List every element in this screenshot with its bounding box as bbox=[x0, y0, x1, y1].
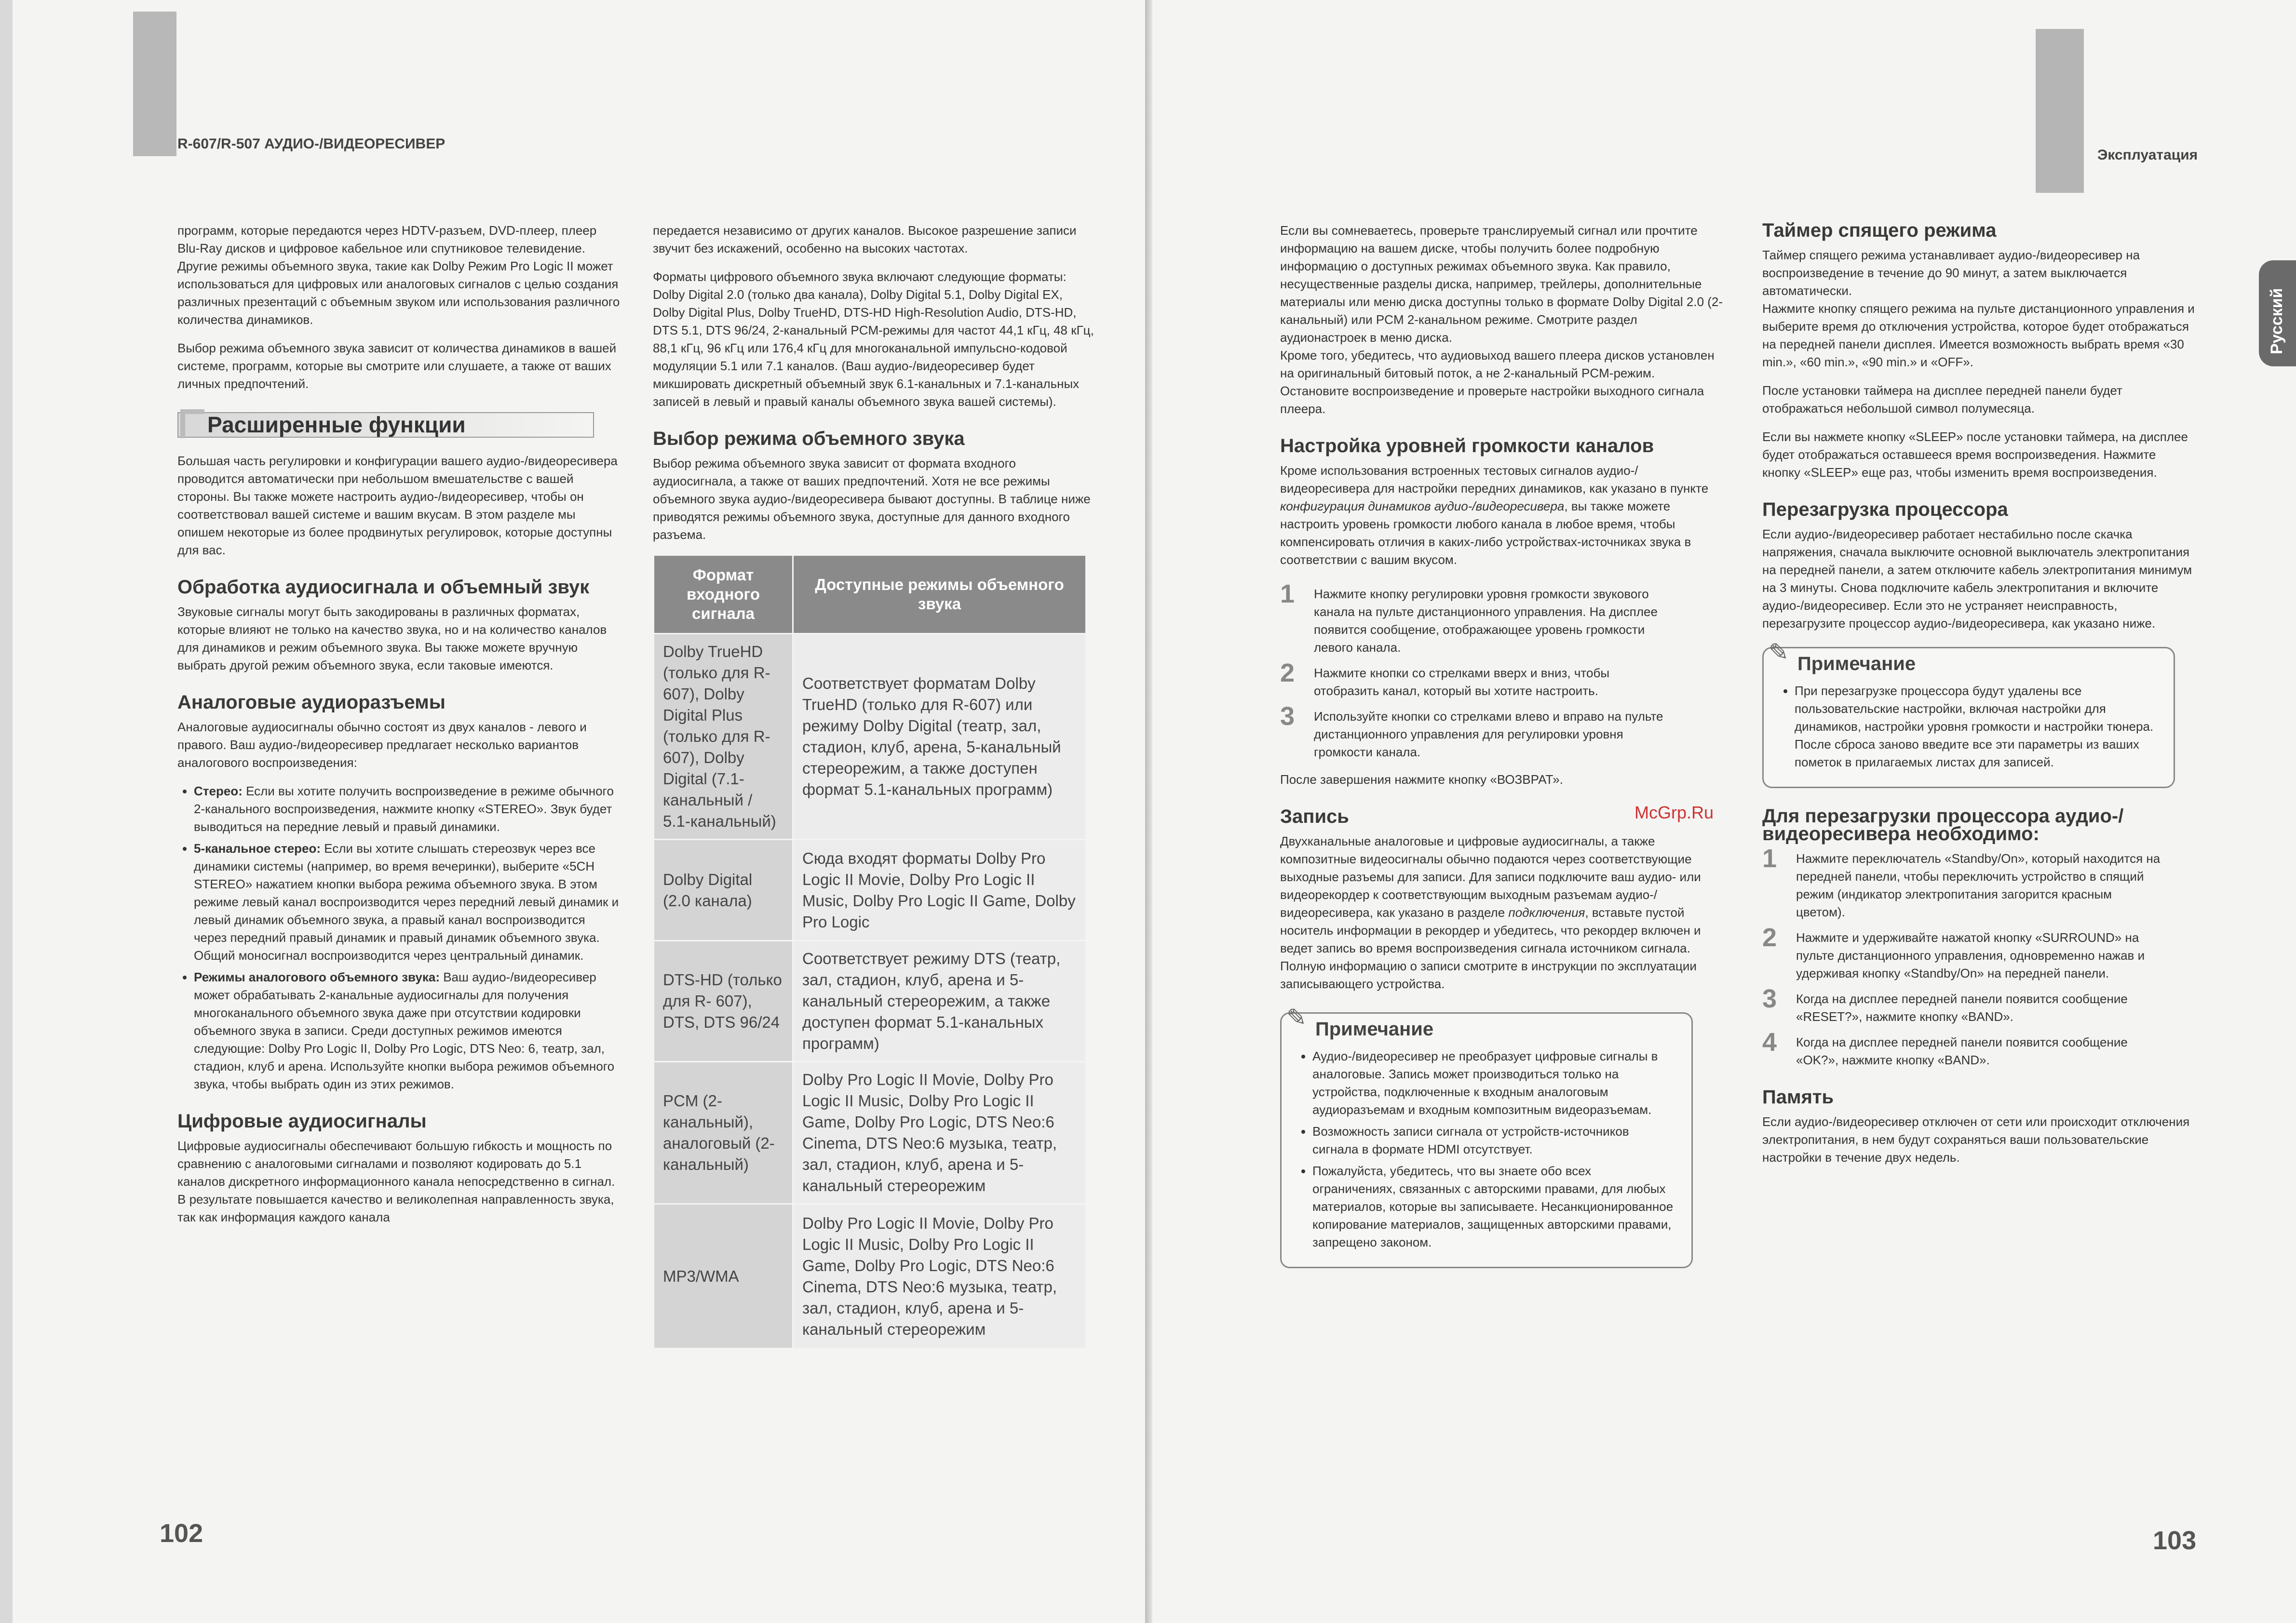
left-page bbox=[13, 0, 1145, 1623]
list-item bbox=[194, 840, 621, 965]
step-number: 3 bbox=[1762, 984, 1777, 1013]
step-text: Нажмите кнопку регулировки уровня громкости звукового канала на пульте дистанционного управления. На дисплее появится сообщение, отображающее уровень громкости левого канала. bbox=[1314, 587, 1658, 655]
recording-note-box bbox=[1280, 1004, 1693, 1268]
list-item bbox=[194, 968, 621, 1093]
step-text: Когда на дисплее передней панели появится сообщение «OK?», нажмите кнопку «BAND». bbox=[1796, 1035, 2128, 1067]
section-heading: Выбор режима объемного звука bbox=[653, 428, 965, 449]
table-cell-modes: Соответствует режиму DTS (театр, зал, стадион, клуб, арена и 5-канальный стереорежим, а также доступен формат 5.1-канальных программ) bbox=[793, 941, 1086, 1062]
paragraph: Аналоговые аудиосигналы обычно состоят из двух каналов - левого и правого. Ваш аудио-/видеоресивер предлагает несколько вариантов аналогового воспроизведения: bbox=[177, 720, 587, 770]
left-column-2 bbox=[653, 222, 1096, 1349]
table-cell-format: Dolby TrueHD (только для R-607), Dolby Digital Plus (только для R-607), Dolby Digital (7.1-канальный / 5.1-канальный) bbox=[654, 634, 793, 840]
paragraph: Выбор режима объемного звука зависит от формата входного аудиосигнала, а также от ваших предпочтений. Хотя не все режимы объемного звука аудио-/видеоресивера бывают доступны. В таблице ниже приводятся режимы объемного звука, доступные для данного входного разъема. bbox=[653, 456, 1091, 542]
text-span: Двухканальные аналоговые и цифровые аудиосигналы, а также композитные видеосигналы обычно подаются через соответствующие выходные разъемы для записи. Для записи подключите ваш аудио- или видеорекордер к соответствующим выходным разъемам аудио-/видеоресивера, как указано в разделе bbox=[1280, 834, 1701, 920]
right-page bbox=[1152, 0, 2296, 1623]
watermark: McGrp.Ru bbox=[1634, 803, 1714, 822]
table-header-format: Формат входного сигнала bbox=[654, 555, 793, 634]
decorative-strip bbox=[2036, 29, 2084, 193]
paragraph: Если аудио-/видеоресивер работает нестабильно после скачка напряжения, сначала выключите основной выключатель электропитания на передней панели, а затем отключите кабель электропитания минимум на 3 минуты. Снова подключите кабель электропитания и включите аудио-/видеоресивер. Если это не устраняет неисправность, перезагрузите процессор аудио-/видеоресивера, как указано ниже. bbox=[1762, 527, 2192, 630]
section-heading: Таймер спящего режима bbox=[1762, 220, 1997, 241]
heading-corner-decoration bbox=[180, 409, 204, 438]
section-heading: Аналоговые аудиоразъемы bbox=[177, 692, 446, 713]
text-span: , вы также можете настроить уровень громкости любого канала в любое время, чтобы компенсировать отличия в каких-либо устройствах-источниках звука в соответствии с вашим вкусом. bbox=[1280, 499, 1691, 567]
paragraph: Цифровые аудиосигналы обеспечивают большую гибкость и мощность по сравнению с аналоговыми сигналами и позволяют кодировать до 5.1 каналов дискретного информационного канала непосредственно в сигнал. В результате повышается качество и великолепная направленность звука, так как информация каждого канала bbox=[177, 1139, 615, 1224]
paragraph bbox=[1280, 462, 1724, 569]
language-tab-label: Русский bbox=[2268, 288, 2286, 354]
step-number: 4 bbox=[1762, 1028, 1777, 1057]
step-item bbox=[1280, 702, 1724, 761]
note-list bbox=[1301, 1047, 1677, 1251]
table-header-row bbox=[654, 555, 1086, 634]
step-text: Нажмите и удерживайте нажатой кнопку «SURROUND» на пульте дистанционного управления, одновременно нажав и удерживая кнопку «Standby/On» на передней панели. bbox=[1796, 930, 2145, 980]
section-heading: Настройка уровней громкости каналов bbox=[1280, 435, 1654, 456]
right-column-1 bbox=[1280, 222, 1724, 1268]
step-number: 1 bbox=[1762, 844, 1777, 873]
bullet-text: Если вы хотите получить воспроизведение в режиме обычного 2-канального воспроизведения, нажмите кнопку «STEREO». Звук будет выводиться на передние левый и правый динамики. bbox=[194, 784, 614, 834]
step-text: Используйте кнопки со стрелками влево и вправо на пульте дистанционного управления для регулировки уровня громкости канала. bbox=[1314, 709, 1663, 759]
list-item: • Пожалуйста, убедитесь, что вы знаете обо всех ограничениях, связанных с авторскими правами, для любых материалов, которые вы записываете. Несанкционированное копирование материалов, защищенных авторскими правами, запрещено законом. bbox=[1312, 1162, 1677, 1251]
language-tab bbox=[2259, 260, 2296, 366]
bullet-label: Стерео: bbox=[194, 784, 243, 798]
list-item: • Возможность записи сигнала от устройств-источников сигнала в формате HDMI отсутствует. bbox=[1312, 1123, 1677, 1158]
section-heading: Для перезагрузки процессора аудио-/видеоресивера необходимо: bbox=[1762, 805, 2124, 845]
step-text: Нажмите кнопки со стрелками вверх и вниз, чтобы отобразить канал, который вы хотите настроить. bbox=[1314, 666, 1610, 698]
level-steps bbox=[1280, 579, 1724, 761]
paragraph: Если вы сомневаетесь, проверьте транслируемый сигнал или прочтите информацию на вашем диске, чтобы получить более подробную информацию о доступных режимах объемного звука. Как правило, несущественные разделы диска, например, трейлеры, дополнительные материалы или меню диска доступны только в формате Dolby Digital 2.0 (2-канальный) или PCM 2-канальном режиме. Смотрите раздел аудионастроек в меню диска. bbox=[1280, 223, 1723, 345]
italic-reference: конфигурация динамиков аудио-/видеоресивера bbox=[1280, 499, 1565, 513]
step-item bbox=[1762, 984, 2196, 1026]
paragraph: Выбор режима объемного звука зависит от количества динамиков в вашей системе, программ, которые вы смотрите или слушаете, а также от ваших личных предпочтений. bbox=[177, 341, 617, 391]
bullet-text: Если вы хотите слышать стереозвук через все динамики системы (например, во время вечеринки), выберите «5CH STEREO» нажатием кнопки выбора режима объемного звука. В этом режиме левый канал воспроизводится через передний левый динамик и левый динамик объемного звука, а правый канал воспроизводится через передний правый динамик и правый динамик объемного звука. Общий моносигнал воспроизводится через центральный динамик. bbox=[194, 841, 619, 963]
paragraph: программ, которые передаются через HDTV-разъем, DVD-плеер, плеер Blu-Ray дисков и цифровое кабельное или спутниковое телевидение. Другие режимы объемного звука, такие как Dolby Режим Pro Logic II может использоваться для цифровых или аналоговых сигналов с целью создания различных презентаций с объемным звуком или использования различного количества динамиков. bbox=[177, 223, 620, 327]
paragraph: Таймер спящего режима устанавливает аудио-/видеоресивер на воспроизведение в течение до 90 минут, а затем выключается автоматически. bbox=[1762, 248, 2140, 298]
decorative-strip bbox=[133, 12, 176, 156]
italic-reference: подключения bbox=[1508, 905, 1585, 920]
paragraph: Нажмите кнопку спящего режима на пульте дистанционного управления и выберите время до отключения устройства, которое будет отображаться на передней панели дисплея. Имеется возможность выбрать время «30 min.», «60 min.», «90 min.» и «OFF». bbox=[1762, 301, 2195, 369]
page-number-right: 103 bbox=[2153, 1526, 2197, 1555]
step-number: 3 bbox=[1280, 702, 1295, 731]
paragraph: Большая часть регулировки и конфигурации вашего аудио-/видеоресивера проводится автоматически при небольшом вмешательстве с вашей стороны. Вы также можете настроить аудио-/видеоресивер, чтобы он соответствовал вашей системе и вашим вкусам. В этом разделе мы опишем некоторые из более продвинутых регулировок, которые доступны для вас. bbox=[177, 454, 618, 557]
table-cell-format: Dolby Digital (2.0 канала) bbox=[654, 840, 793, 941]
note-title: Примечание bbox=[1797, 653, 1916, 674]
step-item bbox=[1762, 923, 2196, 982]
step-number: 2 bbox=[1762, 923, 1777, 952]
table-cell-modes: Dolby Pro Logic II Movie, Dolby Pro Logic II Music, Dolby Pro Logic II Game, Dolby Pro Logic, DTS Neo:6 Cinema, DTS Neo:6 музыка, театр, зал, стадион, клуб, арена и 5-канальный стереорежим bbox=[793, 1204, 1086, 1349]
table-cell-modes: Сюда входят форматы Dolby Pro Logic II Movie, Dolby Pro Logic II Music, Dolby Pro Logic II Game, Dolby Pro Logic bbox=[793, 840, 1086, 941]
right-column-2 bbox=[1762, 212, 2196, 1177]
section-heading: Обработка аудиосигнала и объемный звук bbox=[177, 577, 590, 598]
paragraph: Форматы цифрового объемного звука включают следующие форматы: Dolby Digital 2.0 (только два канала), Dolby Digital 5.1, Dolby Digital EX, Dolby Digital Plus, Dolby TrueHD, DTS-HD High-Resolution Audio, DTS-HD, DTS 5.1, DTS 96/24, 2-канальный PCM-режимы для частот 44,1 кГц, 48 кГц, 88,1 кГц, 96 кГц или 176,4 кГц для многоканальной импульсно-кодовой модуляции 5.1 или 7.1 каналов. (Ваш аудио-/видеоресивер будет микшировать дискретный объемный звук 6.1-канальных и 7.1-канальных записей в левый и правый каналы объемного звука вашей системы). bbox=[653, 269, 1094, 409]
list-item bbox=[194, 782, 621, 836]
step-item bbox=[1762, 844, 2196, 921]
list-item: • При перезагрузке процессора будут удалены все пользовательские настройки, включая настройки для динамиков, настройки уровня громкости и настройки тюнера. После сброса заново введите все эти параметры из ваших пометок в прилагаемых листах для записей. bbox=[1795, 682, 2159, 771]
step-item bbox=[1280, 579, 1724, 657]
section-heading: Перезагрузка процессора bbox=[1762, 499, 2008, 520]
bullet-text: Ваш аудио-/видеоресивер может обрабатывать 2-канальные аудиосигналы для получения многоканального объемного звука даже при отсутствии кодировки объемного звука в записи. Среди доступных режимов имеются следующие: Dolby Pro Logic II, Dolby Pro Logic, DTS Neo: 6, театр, зал, стадион, клуб и арена. Используйте кнопки выбора режимов объемного звука, чтобы выбрать один из этих режимов. bbox=[194, 970, 615, 1091]
table-row bbox=[654, 840, 1086, 941]
right-page-header: Эксплуатация bbox=[2097, 147, 2198, 163]
note-list bbox=[1783, 682, 2159, 771]
step-number: 2 bbox=[1280, 658, 1295, 687]
section-heading: Память bbox=[1762, 1086, 1834, 1108]
reboot-note-box bbox=[1762, 639, 2175, 788]
reboot-steps bbox=[1762, 844, 2196, 1069]
page-number-left: 102 bbox=[160, 1519, 203, 1548]
paragraph: После завершения нажмите кнопку «ВОЗВРАТ». bbox=[1280, 772, 1563, 787]
left-column-1 bbox=[177, 222, 621, 1237]
step-item bbox=[1280, 658, 1724, 700]
table-cell-modes: Dolby Pro Logic II Movie, Dolby Pro Logic II Music, Dolby Pro Logic II Game, Dolby Pro Logic, DTS Neo:6 Cinema, DTS Neo:6 музыка, театр, зал, стадион, клуб, арена и 5-канальный стереорежим bbox=[793, 1062, 1086, 1204]
step-number: 1 bbox=[1280, 579, 1295, 608]
step-text: Нажмите переключатель «Standby/On», который находится на передней панели, чтобы переключить устройство в спящий режим (индикатор электропитания загорится красным цветом). bbox=[1796, 851, 2161, 919]
paragraph: Если аудио-/видеоресивер отключен от сети или происходит отключения электропитания, в нем будут сохраняться ваши пользовательские настройки в течение двух недель. bbox=[1762, 1114, 2190, 1165]
analog-options-list bbox=[177, 782, 621, 1093]
table-header-modes: Доступные режимы объемного звука bbox=[793, 555, 1086, 634]
table-row bbox=[654, 634, 1086, 840]
table-cell-modes: Соответствует форматам Dolby TrueHD (только для R-607) или режиму Dolby Digital (театр, зал, стадион, клуб, арена, 5-канальный стереорежим, а также доступен формат 5.1-канальных программ) bbox=[793, 634, 1086, 840]
bullet-label: 5-канальное стерео: bbox=[194, 841, 321, 856]
step-item bbox=[1762, 1028, 2196, 1069]
note-pencil-icon: ✎ bbox=[1286, 1004, 1307, 1031]
paragraph: Звуковые сигналы могут быть закодированы в различных форматах, которые влияют не только на качество звука, но и на количество каналов для динамиков и режим объемного звука. Вы также можете вручную выбрать другой режим объемного звука, если таковые имеются. bbox=[177, 604, 607, 672]
section-heading: Цифровые аудиосигналы bbox=[177, 1111, 427, 1132]
list-item: • Аудио-/видеоресивер не преобразует цифровые сигналы в аналоговые. Запись может производиться только на устройства, подключенные к входным аналоговым аудиоразъемам и входным композитным видеоразъемам. bbox=[1312, 1047, 1677, 1119]
table-cell-format: DTS-HD (только для R- 607), DTS, DTS 96/24 bbox=[654, 941, 793, 1062]
bullet-label: Режимы аналогового объемного звука: bbox=[194, 970, 440, 984]
table-cell-format: MP3/WMA bbox=[654, 1204, 793, 1349]
note-title: Примечание bbox=[1315, 1019, 1434, 1040]
surround-modes-table bbox=[653, 554, 1087, 1349]
paragraph: Если вы нажмете кнопку «SLEEP» после установки таймера, на дисплее будет отображаться оставшееся время воспроизведения. Нажмите кнопку «SLEEP» еще раз, чтобы изменить время воспроизведения. bbox=[1762, 429, 2188, 480]
table-row bbox=[654, 1062, 1086, 1204]
section-heading: Запись bbox=[1280, 806, 1349, 827]
left-page-header: R-607/R-507 АУДИО-/ВИДЕОРЕСИВЕР bbox=[177, 136, 446, 152]
paragraph bbox=[1280, 832, 1724, 993]
paragraph: После установки таймера на дисплее передней панели будет отображаться небольшой символ полумесяца. bbox=[1762, 383, 2122, 416]
table-row bbox=[654, 1204, 1086, 1349]
heading-text: Расширенные функции bbox=[207, 412, 466, 437]
book-spine bbox=[1145, 0, 1152, 1623]
note-pencil-icon: ✎ bbox=[1769, 639, 1789, 666]
table-cell-format: PCM (2-канальный), аналоговый (2-канальный) bbox=[654, 1062, 793, 1204]
table-row bbox=[654, 941, 1086, 1062]
advanced-functions-heading bbox=[177, 412, 594, 438]
paragraph: Кроме того, убедитесь, что аудиовыход вашего плеера дисков установлен на оригинальный битовый поток, а не 2-канальный PCM-режим. Остановите воспроизведение и проверьте настройки выходного сигнала плеера. bbox=[1280, 348, 1715, 416]
paragraph: передается независимо от других каналов. Высокое разрешение записи звучит без искажений, особенно на высоких частотах. bbox=[653, 223, 1077, 255]
step-text: Когда на дисплее передней панели появится сообщение «RESET?», нажмите кнопку «BAND». bbox=[1796, 992, 2128, 1024]
text-span: Кроме использования встроенных тестовых сигналов аудио-/видеоресивера для настройки передних динамиков, как указано в пункте bbox=[1280, 463, 1709, 496]
text-span: , вставьте пустой носитель информации в рекордер и убедитесь, что рекордер включен и ведет запись во время воспроизведения сигнала источником сигнала. Полную информацию о записи смотрите в инструкции по эксплуатации записывающего устройства. bbox=[1280, 905, 1701, 991]
